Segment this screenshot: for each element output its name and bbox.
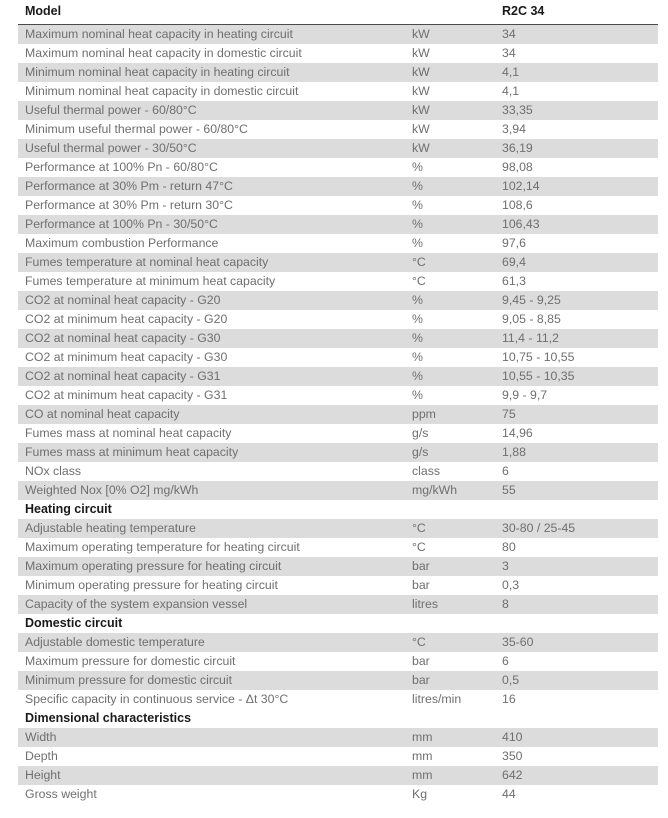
row-label: CO2 at nominal heat capacity - G20 xyxy=(18,291,410,310)
row-value: 75 xyxy=(500,405,658,424)
row-value: 350 xyxy=(500,747,658,766)
row-label: Height xyxy=(18,766,410,785)
row-label: Useful thermal power - 60/80°C xyxy=(18,101,410,120)
table-row xyxy=(18,424,658,443)
row-value: 34 xyxy=(500,25,658,45)
table-row xyxy=(18,690,658,709)
row-label: Maximum combustion Performance xyxy=(18,234,410,253)
table-row xyxy=(18,557,658,576)
row-unit: kW xyxy=(410,44,500,63)
row-unit: kW xyxy=(410,25,500,45)
row-value: 69,4 xyxy=(500,253,658,272)
row-value: 6 xyxy=(500,462,658,481)
table-row xyxy=(18,671,658,690)
table-row xyxy=(18,158,658,177)
table-head xyxy=(18,0,658,25)
row-unit: Kg xyxy=(410,785,500,804)
row-value: 55 xyxy=(500,481,658,500)
row-unit: kW xyxy=(410,120,500,139)
row-value: 3,94 xyxy=(500,120,658,139)
table-row xyxy=(18,234,658,253)
row-label: Capacity of the system expansion vessel xyxy=(18,595,410,614)
table-row xyxy=(18,785,658,804)
row-value: 30-80 / 25-45 xyxy=(500,519,658,538)
column-header-unit xyxy=(410,0,500,25)
table-row xyxy=(18,310,658,329)
row-label: Minimum nominal heat capacity in heating circuit xyxy=(18,63,410,82)
row-value: 1,88 xyxy=(500,443,658,462)
table-row xyxy=(18,386,658,405)
table-section-header-row xyxy=(18,614,658,633)
row-unit: bar xyxy=(410,652,500,671)
row-value: 36,19 xyxy=(500,139,658,158)
table-row xyxy=(18,253,658,272)
row-unit: % xyxy=(410,310,500,329)
row-value: 3 xyxy=(500,557,658,576)
row-value: 33,35 xyxy=(500,101,658,120)
table-row xyxy=(18,120,658,139)
row-value: 4,1 xyxy=(500,63,658,82)
table-row xyxy=(18,82,658,101)
table-row xyxy=(18,595,658,614)
section-header-label: Dimensional characteristics xyxy=(18,709,658,728)
row-value: 14,96 xyxy=(500,424,658,443)
row-label: NOx class xyxy=(18,462,410,481)
row-value: 8 xyxy=(500,595,658,614)
row-unit: % xyxy=(410,329,500,348)
row-label: CO at nominal heat capacity xyxy=(18,405,410,424)
row-label: Maximum nominal heat capacity in domestic circuit xyxy=(18,44,410,63)
row-label: Minimum pressure for domestic circuit xyxy=(18,671,410,690)
row-unit: class xyxy=(410,462,500,481)
column-header-value: R2C 34 xyxy=(500,0,658,25)
row-value: 642 xyxy=(500,766,658,785)
table-row xyxy=(18,196,658,215)
row-value: 35-60 xyxy=(500,633,658,652)
row-label: Minimum operating pressure for heating circuit xyxy=(18,576,410,595)
row-value: 34 xyxy=(500,44,658,63)
row-label: CO2 at minimum heat capacity - G30 xyxy=(18,348,410,367)
row-label: Fumes temperature at minimum heat capacity xyxy=(18,272,410,291)
row-unit: °C xyxy=(410,519,500,538)
row-label: Weighted Nox [0% O2] mg/kWh xyxy=(18,481,410,500)
row-value: 9,45 - 9,25 xyxy=(500,291,658,310)
row-label: Fumes mass at minimum heat capacity xyxy=(18,443,410,462)
row-label: Adjustable heating temperature xyxy=(18,519,410,538)
specifications-table xyxy=(18,0,658,814)
table-row xyxy=(18,272,658,291)
row-value: 11,4 - 11,2 xyxy=(500,329,658,348)
row-label: Fumes mass at nominal heat capacity xyxy=(18,424,410,443)
table-row xyxy=(18,576,658,595)
section-header-label: Domestic circuit xyxy=(18,614,658,633)
row-unit: bar xyxy=(410,557,500,576)
row-label: Gross weight xyxy=(18,785,410,804)
row-label: Performance at 30% Pm - return 47°C xyxy=(18,177,410,196)
row-unit: % xyxy=(410,177,500,196)
row-value: 4,1 xyxy=(500,82,658,101)
row-label: Fumes temperature at nominal heat capacity xyxy=(18,253,410,272)
row-value: 44 xyxy=(500,785,658,804)
row-label: CO2 at minimum heat capacity - G20 xyxy=(18,310,410,329)
row-unit: °C xyxy=(410,272,500,291)
row-unit: kW xyxy=(410,82,500,101)
table-row xyxy=(18,519,658,538)
row-value: 16 xyxy=(500,690,658,709)
row-label: Minimum useful thermal power - 60/80°C xyxy=(18,120,410,139)
table-row xyxy=(18,538,658,557)
row-label: Useful thermal power - 30/50°C xyxy=(18,139,410,158)
table-row xyxy=(18,462,658,481)
table-body xyxy=(18,25,658,815)
row-value: 61,3 xyxy=(500,272,658,291)
table-row xyxy=(18,215,658,234)
row-unit: litres/min xyxy=(410,690,500,709)
row-value: 97,6 xyxy=(500,234,658,253)
row-unit: % xyxy=(410,348,500,367)
row-value: 10,55 - 10,35 xyxy=(500,367,658,386)
row-value: 9,05 - 8,85 xyxy=(500,310,658,329)
row-unit: °C xyxy=(410,633,500,652)
row-unit: % xyxy=(410,386,500,405)
row-unit: % xyxy=(410,196,500,215)
row-label: Depth xyxy=(18,747,410,766)
row-unit: bar xyxy=(410,671,500,690)
row-label: Maximum operating pressure for heating circuit xyxy=(18,557,410,576)
row-value: 0,5 xyxy=(500,671,658,690)
row-unit: % xyxy=(410,234,500,253)
row-unit: kW xyxy=(410,63,500,82)
clipped-row-label xyxy=(18,804,658,814)
table-row xyxy=(18,367,658,386)
row-label: Adjustable domestic temperature xyxy=(18,633,410,652)
table-row xyxy=(18,728,658,747)
row-value: 0,3 xyxy=(500,576,658,595)
table-row xyxy=(18,481,658,500)
table-row xyxy=(18,101,658,120)
row-label: Maximum pressure for domestic circuit xyxy=(18,652,410,671)
row-value: 106,43 xyxy=(500,215,658,234)
row-unit: mm xyxy=(410,766,500,785)
table-row xyxy=(18,291,658,310)
row-unit: kW xyxy=(410,101,500,120)
row-value: 98,08 xyxy=(500,158,658,177)
table-row xyxy=(18,766,658,785)
row-label: Maximum operating temperature for heating circuit xyxy=(18,538,410,557)
row-unit: % xyxy=(410,158,500,177)
row-value: 6 xyxy=(500,652,658,671)
table-row xyxy=(18,443,658,462)
row-label: CO2 at minimum heat capacity - G31 xyxy=(18,386,410,405)
table-row xyxy=(18,177,658,196)
row-unit: mm xyxy=(410,747,500,766)
row-label: Width xyxy=(18,728,410,747)
table-row xyxy=(18,747,658,766)
table-row xyxy=(18,405,658,424)
row-label: Specific capacity in continuous service - Δt 30°C xyxy=(18,690,410,709)
row-label: CO2 at nominal heat capacity - G30 xyxy=(18,329,410,348)
table-section-header-row xyxy=(18,500,658,519)
section-header-label: Heating circuit xyxy=(18,500,658,519)
row-value: 80 xyxy=(500,538,658,557)
table-row xyxy=(18,25,658,45)
row-unit: g/s xyxy=(410,424,500,443)
table-row xyxy=(18,139,658,158)
row-unit: °C xyxy=(410,538,500,557)
row-label: Performance at 100% Pn - 30/50°C xyxy=(18,215,410,234)
table-row xyxy=(18,348,658,367)
row-unit: % xyxy=(410,291,500,310)
row-label: Maximum nominal heat capacity in heating circuit xyxy=(18,25,410,45)
row-unit: % xyxy=(410,367,500,386)
row-value: 10,75 - 10,55 xyxy=(500,348,658,367)
table-clipped-row xyxy=(18,804,658,814)
table-row xyxy=(18,652,658,671)
table-row xyxy=(18,44,658,63)
row-unit: ppm xyxy=(410,405,500,424)
row-label: CO2 at nominal heat capacity - G31 xyxy=(18,367,410,386)
row-label: Performance at 30% Pm - return 30°C xyxy=(18,196,410,215)
row-value: 9,9 - 9,7 xyxy=(500,386,658,405)
table-row xyxy=(18,633,658,652)
row-unit: % xyxy=(410,215,500,234)
table-header-row xyxy=(18,0,658,25)
row-value: 410 xyxy=(500,728,658,747)
row-value: 108,6 xyxy=(500,196,658,215)
table-section-header-row xyxy=(18,709,658,728)
row-value: 102,14 xyxy=(500,177,658,196)
column-header-model: Model xyxy=(18,0,410,25)
row-unit: °C xyxy=(410,253,500,272)
row-unit: mg/kWh xyxy=(410,481,500,500)
row-unit: bar xyxy=(410,576,500,595)
row-label: Performance at 100% Pn - 60/80°C xyxy=(18,158,410,177)
row-unit: litres xyxy=(410,595,500,614)
row-unit: kW xyxy=(410,139,500,158)
row-unit: g/s xyxy=(410,443,500,462)
row-label: Minimum nominal heat capacity in domestic circuit xyxy=(18,82,410,101)
table-row xyxy=(18,329,658,348)
row-unit: mm xyxy=(410,728,500,747)
table-row xyxy=(18,63,658,82)
